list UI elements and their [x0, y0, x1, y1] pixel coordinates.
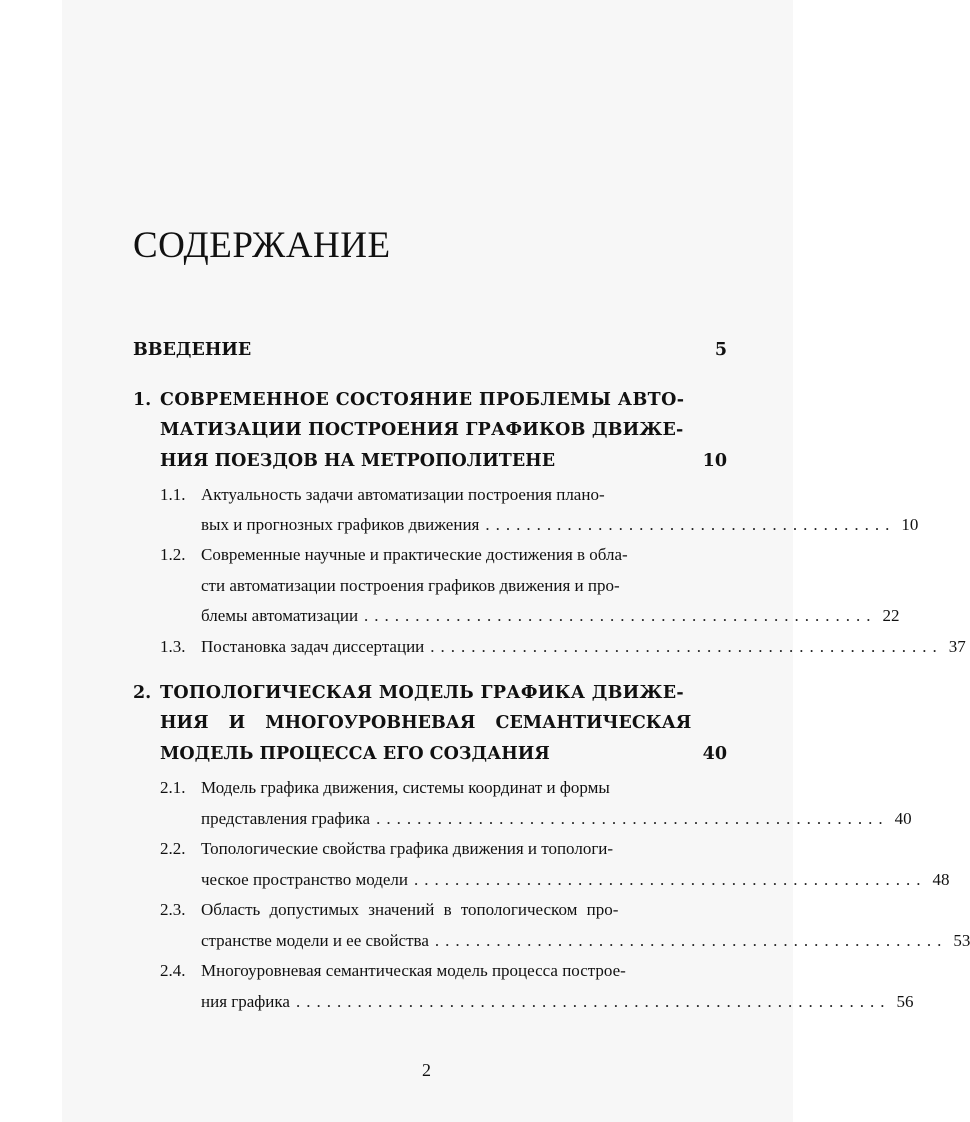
toc-section-page: 56	[896, 992, 914, 1011]
toc-chapter-1-num: 1.	[133, 390, 152, 410]
toc-chapter-1-page: 10	[702, 451, 727, 471]
toc-section-num: 1.2.	[160, 545, 186, 564]
toc-section-line: вых и прогнозных графиков движения	[201, 515, 480, 534]
toc-section-line: странстве модели и ее свойства	[201, 931, 429, 950]
dot-leader: ..................................................	[430, 637, 943, 656]
dot-leader: ........................................	[485, 515, 896, 534]
toc-chapter-2-line1: ТОПОЛОГИЧЕСКАЯ МОДЕЛЬ ГРАФИКА ДВИЖЕ-	[160, 683, 684, 703]
toc-section-num: 2.1.	[160, 778, 186, 797]
page-title: СОДЕРЖАНИЕ	[133, 225, 391, 266]
toc-section-page: 48	[932, 870, 950, 889]
toc-chapter-2-line2: НИЯ И МНОГОУРОВНЕВАЯ СЕМАНТИЧЕСКАЯ	[160, 713, 692, 733]
toc-chapter-2-line3: МОДЕЛЬ ПРОЦЕССА ЕГО СОЗДАНИЯ	[160, 744, 550, 764]
toc-section-page: 53	[953, 931, 970, 950]
toc-section-num: 2.2.	[160, 839, 186, 858]
toc-entry-intro[interactable]	[133, 340, 727, 370]
toc-section-page: 40	[894, 809, 912, 828]
toc-section-line: Современные научные и практические достижения в обла-	[201, 545, 628, 564]
toc-section-num: 2.4.	[160, 961, 186, 980]
dot-leader: ..................................................	[376, 809, 889, 828]
toc-section-line: сти автоматизации построения графиков движения и про-	[201, 576, 620, 595]
toc-section-line: Топологические свойства графика движения и топологи-	[201, 839, 614, 858]
toc-chapter-1-line2: МАТИЗАЦИИ ПОСТРОЕНИЯ ГРАФИКОВ ДВИЖЕ-	[160, 420, 684, 440]
toc-section-line: Актуальность задачи автоматизации построения плано-	[201, 485, 605, 504]
toc-section-line: Модель графика движения, системы координат и формы	[201, 778, 610, 797]
toc-section-num: 1.1.	[160, 485, 186, 504]
toc-section-page: 22	[882, 606, 900, 625]
dot-leader: ..........................................................	[295, 992, 891, 1011]
toc-section-line: представления графика	[201, 809, 371, 828]
toc-section-num: 2.3.	[160, 900, 186, 919]
toc-section-page: 10	[901, 515, 919, 534]
toc-chapter-1-line3: НИЯ ПОЕЗДОВ НА МЕТРОПОЛИТЕНЕ	[160, 451, 556, 471]
dot-leader: ..................................................	[414, 870, 927, 889]
toc-chapter-1-line1: СОВРЕМЕННОЕ СОСТОЯНИЕ ПРОБЛЕМЫ АВТО-	[160, 390, 685, 410]
dot-leader: ..................................................	[434, 931, 948, 950]
toc-section-line: блемы автоматизации	[201, 606, 359, 625]
toc-intro-label: ВВЕДЕНИЕ	[133, 340, 252, 360]
toc-section-line: Постановка задач диссертации	[201, 637, 425, 656]
toc-chapter-2-num: 2.	[133, 683, 152, 703]
toc-section-line: ческое пространство модели	[201, 870, 408, 889]
toc-section-num: 1.3.	[160, 637, 186, 656]
toc-intro-page: 5	[714, 340, 727, 360]
toc-section-line: ния графика	[201, 992, 290, 1011]
toc-chapter-2-page: 40	[702, 744, 727, 764]
toc-section-line: Область допустимых значений в топологическом про-	[201, 900, 619, 919]
page-number: 2	[422, 1060, 431, 1080]
toc-section-line: Многоуровневая семантическая модель процесса построе-	[201, 961, 626, 980]
toc-section-page: 37	[948, 637, 966, 656]
dot-leader: ..................................................	[364, 606, 877, 625]
